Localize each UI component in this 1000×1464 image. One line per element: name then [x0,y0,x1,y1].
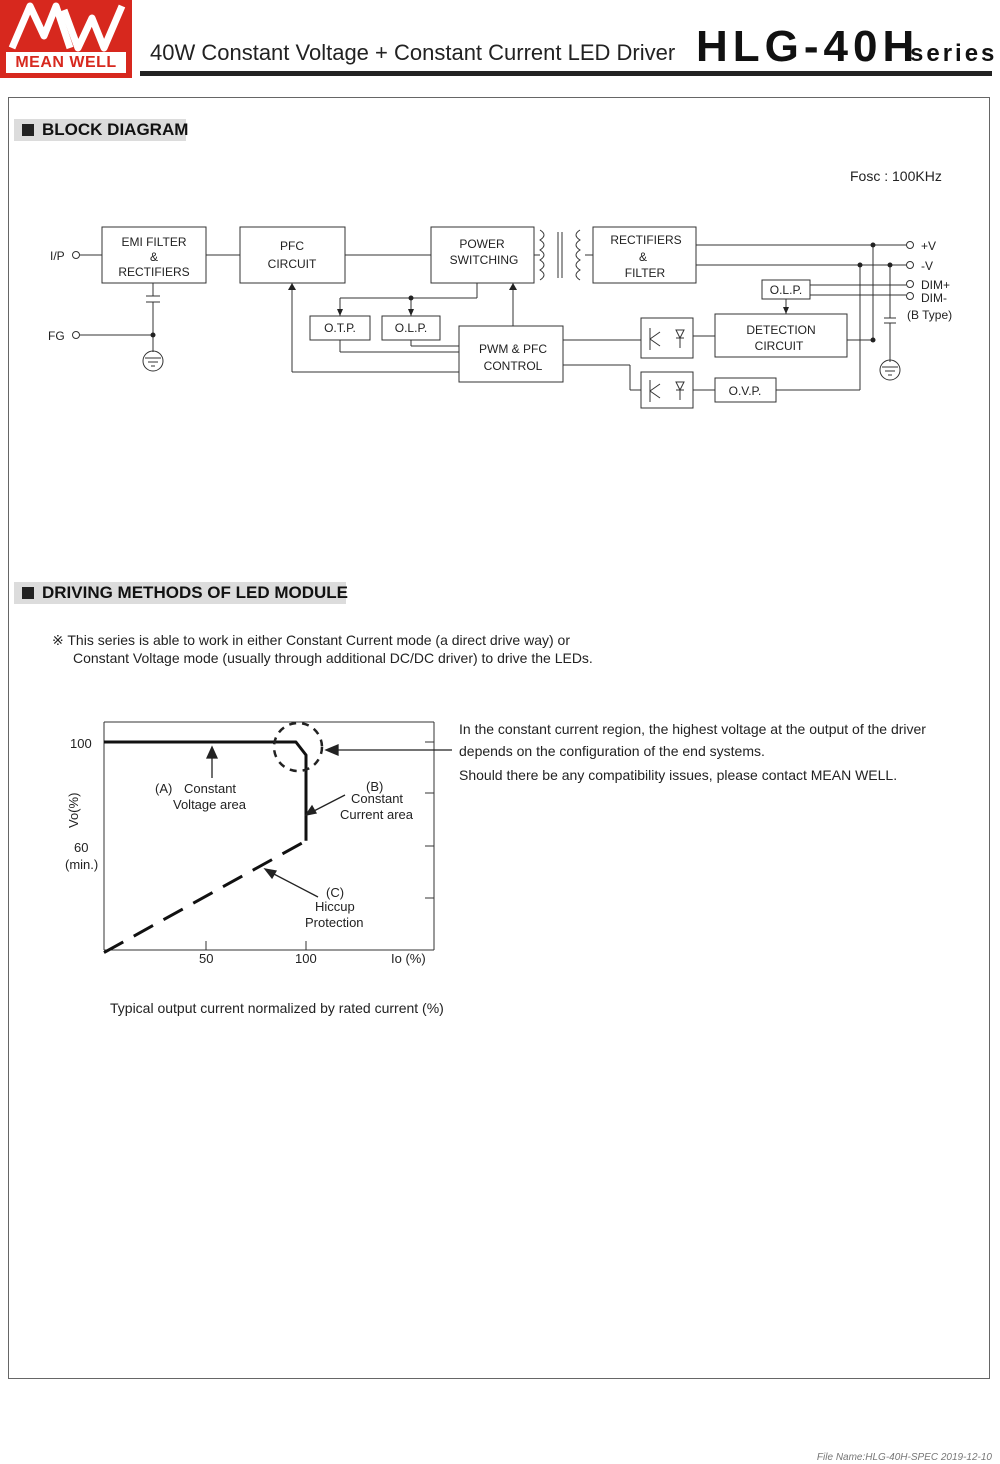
section-title-driving-methods: DRIVING METHODS OF LED MODULE [14,582,346,604]
compatibility-text: Should there be any compatibility issues, please contact MEAN WELL. [459,767,898,783]
rect-line3: FILTER [624,266,666,280]
annotation-a-label: (A) [155,781,173,796]
rect-line1: RECTIFIERS [610,233,682,247]
cc-region-text-1: In the constant current region, the highest voltage at the output of the driver [459,721,926,737]
driving-note-line2: Constant Voltage mode (usually through additional DC/DC driver) to drive the LEDs. [73,650,593,666]
otp-label: O.T.P. [324,321,356,335]
emi-line1: EMI FILTER [121,235,187,249]
pwm-line2: CONTROL [483,359,543,373]
square-bullet-icon [22,587,34,599]
hiccup-protection-line [104,841,306,953]
rect-line2: & [638,250,648,264]
pwm-line1: PWM & PFC [479,342,547,356]
pfc-line1: PFC [280,239,304,253]
btype-note: (B Type) [907,308,953,322]
annotation-b-text1: Constant [351,791,404,806]
fosc-label: Fosc : 100KHz [850,168,942,184]
cc-region-text-2: depends on the configuration of the end systems. [459,743,765,759]
pfc-line2: CIRCUIT [267,257,317,271]
annotation-b-text2: Current area [340,807,413,822]
annotation-c-label: (C) [326,885,345,900]
y-tick-min: (min.) [65,857,99,872]
emi-line3: RECTIFIERS [118,265,190,279]
annotation-b-label: (B) [366,779,384,794]
olp-top-label: O.L.P. [769,283,803,297]
x-tick-50: 50 [199,951,214,966]
section-title-block-diagram: BLOCK DIAGRAM [14,119,186,141]
square-bullet-icon [22,124,34,136]
vminus-terminal: -V [921,259,933,273]
annotation-c-text1: Hiccup [315,899,355,914]
ip-terminal: I/P [50,249,65,263]
annotation-c-text2: Protection [305,915,364,930]
vi-curve-chart [0,700,480,980]
ovp-label: O.V.P. [728,384,762,398]
x-axis-label: Io (%) [391,951,426,966]
pfc-block [240,227,345,283]
logo-text: MEAN WELL [6,52,126,73]
y-tick-100: 100 [70,736,92,751]
y-axis-label: Vo(%) [66,792,81,828]
power-line2: SWITCHING [449,253,519,267]
olp-label: O.L.P. [394,321,428,335]
detection-line2: CIRCUIT [754,339,804,353]
annotation-a-text2: Voltage area [173,797,247,812]
footer-filename: File Name:HLG-40H-SPEC 2019-12-10 [816,1452,992,1463]
header-rule [140,71,992,76]
dimplus-terminal: DIM+ [921,278,951,292]
model-name: HLG-40H [696,22,920,71]
mw-logo-icon [4,2,128,52]
mean-well-logo [0,0,132,78]
chart-caption: Typical output current normalized by rated current (%) [110,1000,444,1016]
series-label: series [910,40,998,67]
block-diagram [0,200,1000,420]
annotation-a-text1: Constant [184,781,237,796]
y-tick-60: 60 [74,840,89,855]
driving-note-line1: ※ This series is able to work in either Constant Current mode (a direct drive way) or [52,632,571,648]
dimminus-terminal: DIM- [921,291,947,305]
page-subtitle: 40W Constant Voltage + Constant Current LED Driver [150,40,676,65]
emi-line2: & [149,250,159,264]
vplus-terminal: +V [921,239,937,253]
detection-line1: DETECTION [746,323,816,337]
x-tick-100: 100 [295,951,317,966]
fg-terminal: FG [48,329,65,343]
power-line1: POWER [459,237,505,251]
